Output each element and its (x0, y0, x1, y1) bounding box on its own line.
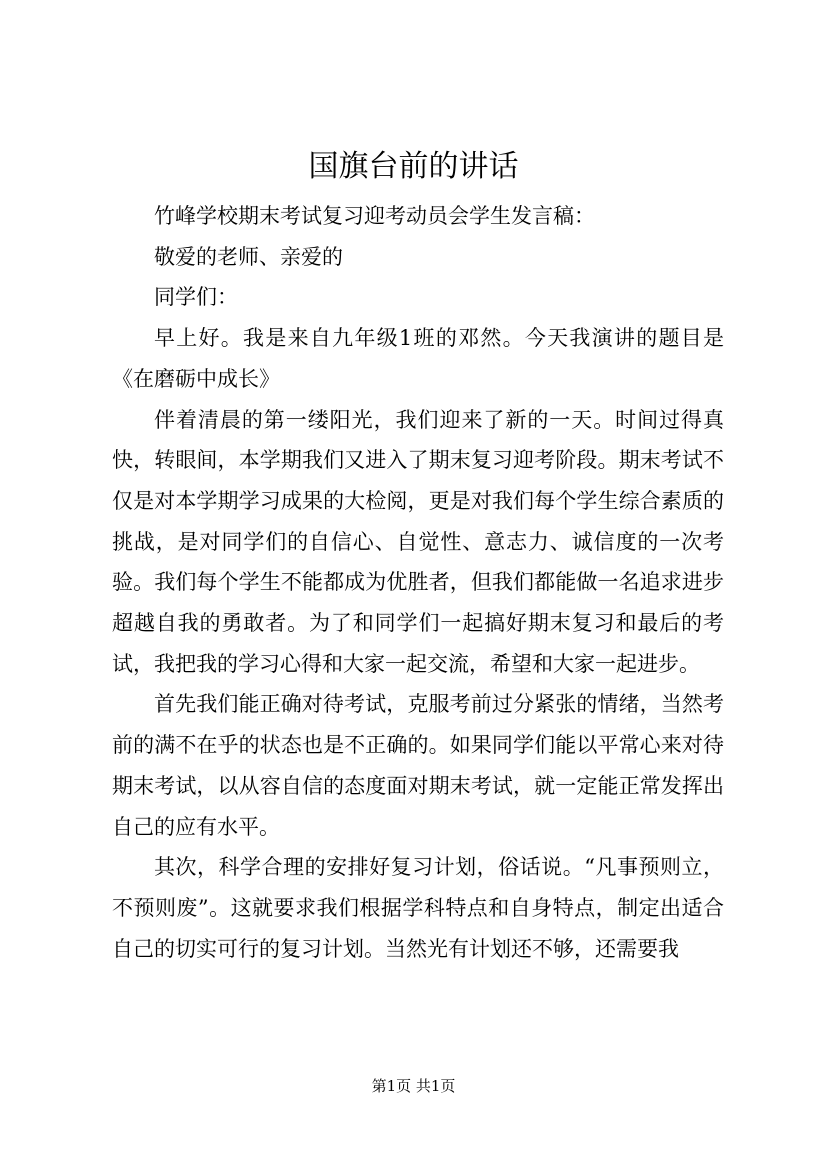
page-footer: 第1页 共1页 (371, 1077, 456, 1095)
document-body (112, 196, 724, 969)
paragraph-opening: 伴着清晨的第一缕阳光，我们迎来了新的一天。时间过得真快，转眼间，本学期我们又进入了期末复习迎考阶段。期末考试不仅是对本学期学习成果的大检阅，更是对我们每个学生综合素质的挑战，是对同学们的自信心、自觉性、意志力、诚信度的一次考验。我们每个学生不能都成为优胜者，但我们都能做一名追求进步超越自我的勇敢者。为了和同学们一起搞好期末复习和最后的考试，我把我的学习心得和大家一起交流，希望和大家一起进步。 (112, 407, 724, 676)
document-title: 国旗台前的讲话 (308, 149, 519, 184)
paragraph-heading-line: 竹峰学校期末考试复习迎考动员会学生发言稿： (154, 204, 595, 228)
paragraph-second-point: 其次，科学合理的安排好复习计划，俗话说。“凡事预则立，不预则废”。这就要求我们根据学科特点和自身特点，制定出适合自己的切实可行的复习计划。当然光有计划还不够，还需要我 (112, 855, 724, 961)
paragraph-greeting-2: 同学们： (154, 285, 238, 310)
paragraph-first-point: 首先我们能正确对待考试，克服考前过分紧张的情绪，当然考前的满不在乎的状态也是不正确的。如果同学们能以平常心来对待期末考试，以从容自信的态度面对期末考试，就一定能正常发挥出自己的应有水平。 (112, 692, 724, 839)
paragraph-introduction: 早上好。我是来自九年级1班的邓然。今天我演讲的题目是《在磨砺中成长》 (112, 326, 724, 391)
paragraph-greeting-1: 敬爱的老师、亲爱的 (154, 244, 343, 269)
